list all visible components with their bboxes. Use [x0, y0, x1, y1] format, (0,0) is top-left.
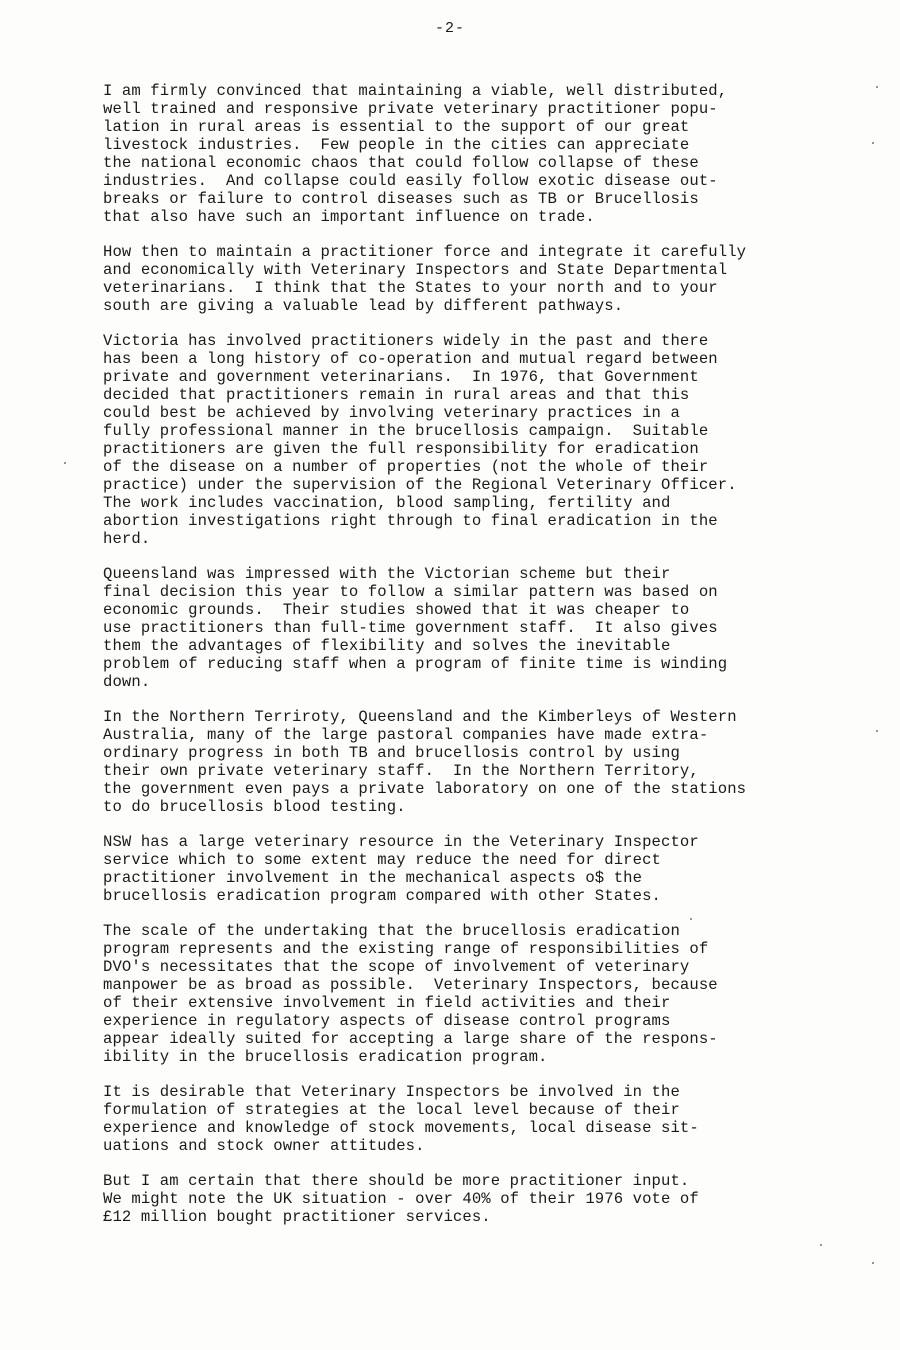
page-number: -2-	[434, 20, 465, 37]
scan-speck	[876, 86, 878, 88]
paragraph-2: How then to maintain a practitioner force and integrate it carefully and economically with Veterinary Inspectors and State Departmental veterinarians. I think that the States to your north and to your south are giving a valuable lead by different pathways.	[103, 243, 747, 315]
letter-body	[103, 82, 873, 1243]
scan-speck	[820, 1244, 822, 1246]
paragraph-9: But I am certain that there should be more practitioner input. We might note the UK situation - over 40% of their 1976 vote of £12 million bought practitioner services.	[103, 1172, 699, 1226]
scan-speck	[64, 462, 66, 464]
paragraph-4: Queensland was impressed with the Victorian scheme but their final decision this year to follow a similar pattern was based on economic grounds. Their studies showed that it was cheaper to use practitioners than full-time government staff. It also gives them the advantages of flexibility and solves the inevitable problem of reducing staff when a program of finite time is winding down.	[103, 565, 728, 691]
scan-speck	[876, 730, 878, 732]
paragraph-8: It is desirable that Veterinary Inspectors be involved in the formulation of strategies at the local level because of their experience and knowledge of stock movements, local disease sit- uations and stock owner attitudes.	[103, 1083, 699, 1155]
paragraph-5: In the Northern Terriroty, Queensland and the Kimberleys of Western Australia, many of the large pastoral companies have made extra- ordinary progress in both TB and brucellosis control by using their own private veterinary staff. In the Northern Territory, the government even pays a private laboratory on one of the stations to do brucellosis blood testing.	[103, 708, 747, 816]
paragraph-7: The scale of the undertaking that the brucellosis eradication program represents and the existing range of responsibilities of DVO's necessitates that the scope of involvement of veterinary manpower be as broad as possible. Veterinary Inspectors, because of their extensive involvement in field activities and their experience in regulatory aspects of disease control programs appear ideally suited for accepting a large share of the respons- ibility in the brucellosis eradication program.	[103, 922, 718, 1066]
paragraph-3: Victoria has involved practitioners widely in the past and there has been a long history of co-operation and mutual regard between private and government veterinarians. In 1976, that Government decided that practitioners remain in rural areas and that this could best be achieved by involving veterinary practices in a fully professional manner in the brucellosis campaign. Suitable practitioners are given the full responsibility for eradication of the disease on a number of properties (not the whole of their practice) under the supervision of the Regional Veterinary Officer. The work includes vaccination, blood sampling, fertility and abortion investigations right through to final eradication in the herd.	[103, 332, 737, 548]
scan-speck	[872, 1262, 874, 1264]
scan-speck	[690, 918, 692, 920]
scan-speck	[872, 142, 874, 144]
paragraph-6: NSW has a large veterinary resource in the Veterinary Inspector service which to some extent may reduce the need for direct practitioner involvement in the mechanical aspects o$ the brucellosis eradication program compared with other States.	[103, 833, 699, 905]
paragraph-1: I am firmly convinced that maintaining a viable, well distributed, well trained and responsive private veterinary practitioner popu- lation in rural areas is essential to the support of our great livestock industries. Few people in the cities can appreciate the national economic chaos that could follow collapse of these industries. And collapse could easily follow exotic disease out- breaks or failure to control diseases such as TB or Brucellosis that also have such an important influence on trade.	[103, 82, 728, 226]
